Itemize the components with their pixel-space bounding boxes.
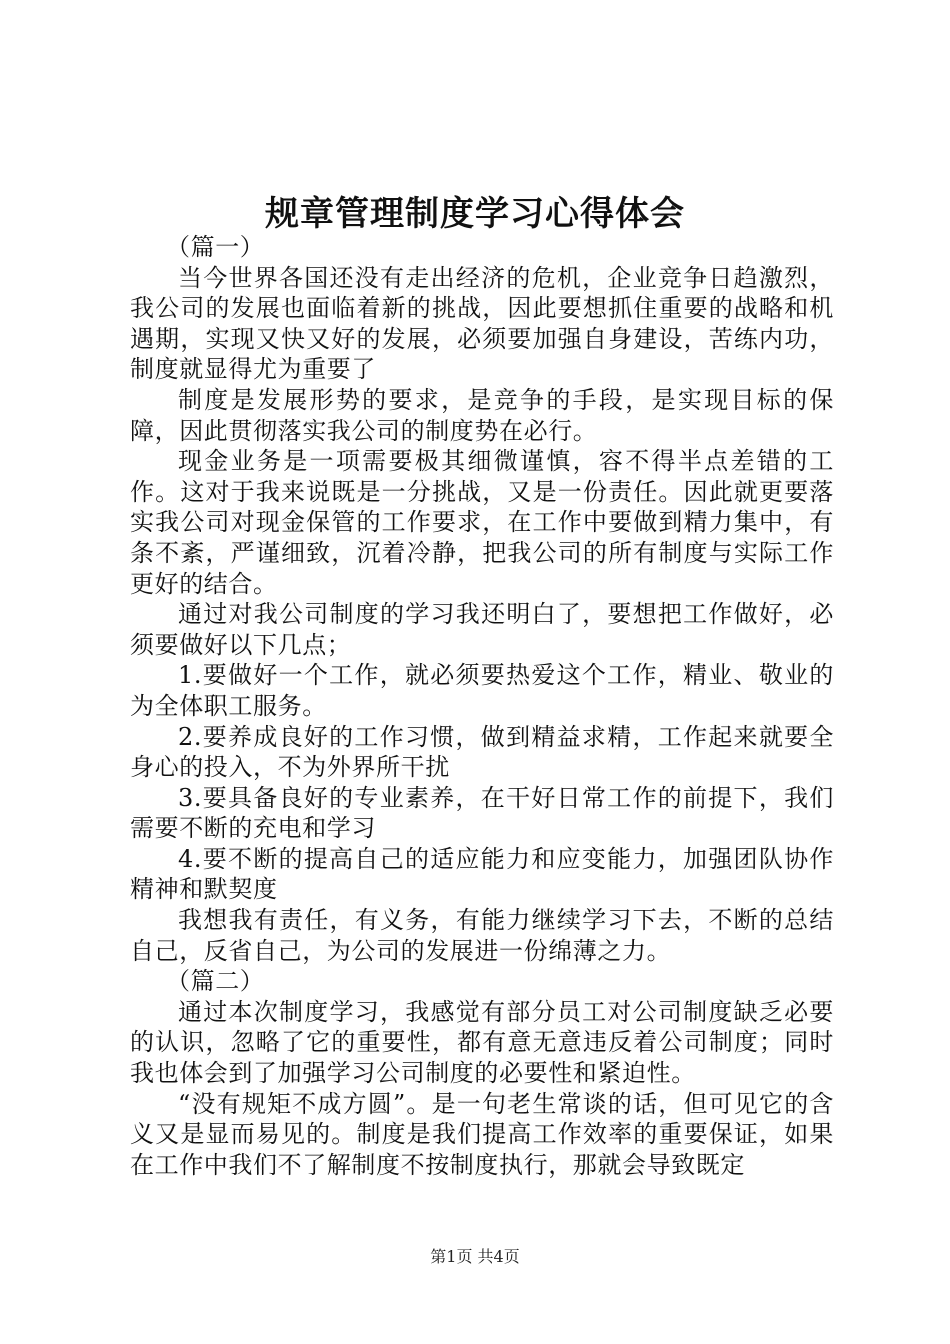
paragraph: 通过本次制度学习，我感觉有部分员工对公司制度缺乏必要的认识，忽略了它的重要性，都有意无意违反着公司制度；同时我也体会到了加强学习公司制度的必要性和紧迫性。 (130, 997, 834, 1088)
page-footer: 第1页 共4页 (430, 1247, 520, 1266)
list-item: 4.要不断的提高自己的适应能力和应变能力，加强团队协作精神和默契度 (130, 844, 834, 904)
paragraph: 现金业务是一项需要极其细微谨慎，容不得半点差错的工作。这对于我来说既是一分挑战，又是一份责任。因此就更要落实我公司对现金保管的工作要求，在工作中要做到精力集中，有条不紊，严谨细致，沉着冷静，把我公司的所有制度与实际工作更好的结合。 (130, 447, 834, 598)
document-title: 规章管理制度学习心得体会 (265, 194, 685, 234)
paragraph: 我想我有责任，有义务，有能力继续学习下去，不断的总结自己，反省自己，为公司的发展进一份绵薄之力。 (130, 906, 834, 965)
list-item: 2.要养成良好的工作习惯，做到精益求精，工作起来就要全身心的投入，不为外界所干扰 (130, 722, 834, 782)
section-heading-2: （篇二） (166, 967, 265, 996)
paragraph: 当今世界各国还没有走出经济的危机，企业竞争日趋激烈，我公司的发展也面临着新的挑战，因此要想抓住重要的战略和机遇期，实现又快又好的发展，必须要加强自身建设，苦练内功，制度就显得尤为重要了 (130, 263, 834, 384)
document-body (130, 232, 834, 1180)
list-item: 3.要具备良好的专业素养，在干好日常工作的前提下，我们需要不断的充电和学习 (130, 783, 834, 843)
paragraph: 制度是发展形势的要求，是竞争的手段，是实现目标的保障，因此贯彻落实我公司的制度势在必行。 (130, 385, 834, 445)
paragraph: “没有规矩不成方圆”。是一句老生常谈的话，但可见它的含义又是显而易见的。制度是我们提高工作效率的重要保证，如果在工作中我们不了解制度不按制度执行，那就会导致既定 (130, 1089, 834, 1179)
list-item: 1.要做好一个工作，就必须要热爱这个工作，精业、敬业的为全体职工服务。 (130, 661, 834, 720)
section-heading-1: （篇一） (166, 233, 265, 261)
paragraph: 通过对我公司制度的学习我还明白了，要想把工作做好，必须要做好以下几点； (130, 600, 834, 659)
